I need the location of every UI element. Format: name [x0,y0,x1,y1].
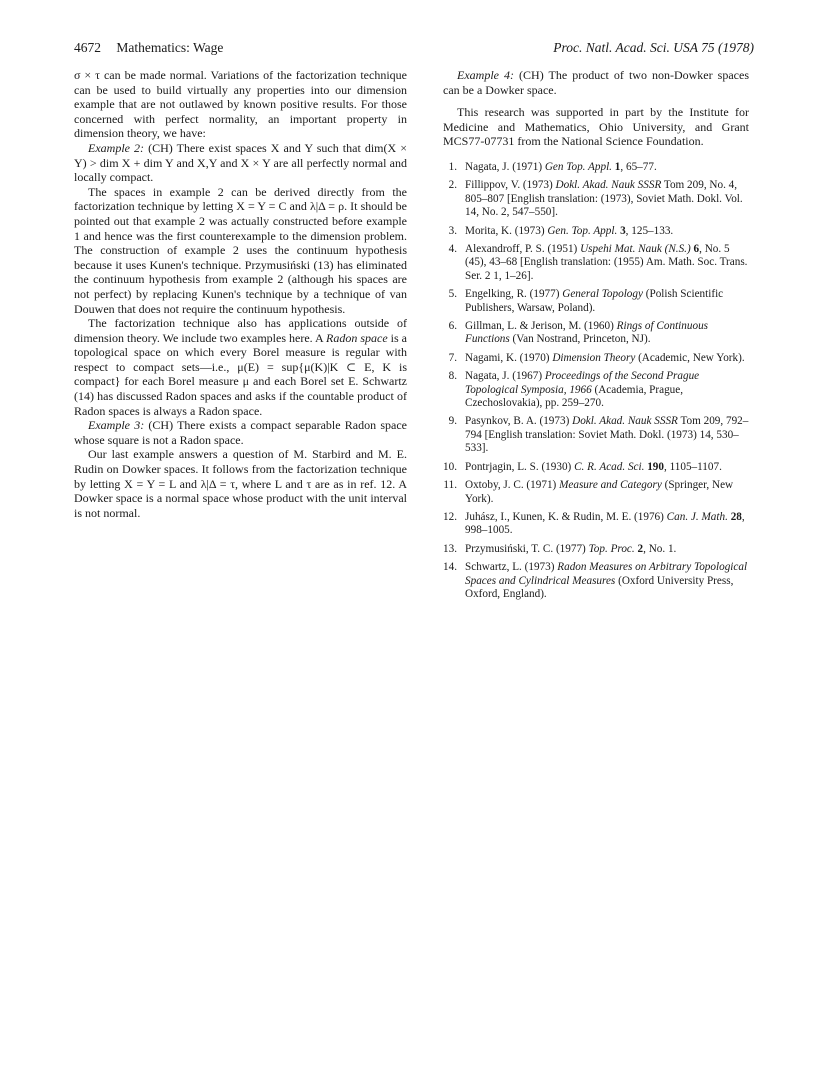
reference-item [443,288,749,315]
journal-citation: Proc. Natl. Acad. Sci. USA 75 (1978) [553,40,754,55]
reference-list [443,161,749,601]
reference-number: 13 . [443,543,457,556]
radon-space-term: Radon space [326,330,388,345]
reference-authors: Morita, K. (1973) [465,224,548,237]
reference-source: Uspehi Mat. Nauk (N.S.) [580,243,691,255]
paragraph-example-2-discussion: The spaces in example 2 can be derived directly from the factorization technique by letting X = Y = C and λ|Δ = ρ. It should be pointed out that example 2 was actually constructed before example 1 and hence was the first counterexample to the dimension problem. The construction of example 2 uses the continuum hypothesis because it uses Kunen's technique. Przymusiński (13) has eliminated the continuum hypothesis from example 2 (although his spaces are not perfect) by replacing Kunen's technique by a technique of van Douwen that does not require the continuum hypothesis. [74,184,407,316]
reference-source: Top. Proc. [588,542,635,555]
reference-source: Proceedings of the Second Prague Topological Symposia, 1966 [465,370,700,396]
reference-source: Dimension Theory [552,351,636,364]
reference-number: 4 . [443,243,457,256]
reference-item [443,511,749,538]
example-2 [74,141,407,185]
reference-volume: 3 [617,224,626,237]
example-4-label: Example 4: [457,68,515,82]
reference-number: 6 . [443,320,457,333]
reference-volume: 6 [690,243,700,255]
reference-volume: 28 [727,510,742,523]
reference-number: 5 . [443,288,457,301]
example-3-text: (CH) There exists a compact separable Radon space whose square is not a Radon space. [74,418,407,447]
reference-number: 9 . [443,415,457,428]
reference-details: , 65–77. [620,160,657,173]
reference-number: 8 . [443,370,457,383]
reference-source: Can. J. Math. [666,510,728,523]
reference-details: , 998–1005. [465,510,745,537]
header-left [74,40,223,56]
page-number: 4672 [74,40,101,55]
reference-item [443,479,749,506]
reference-item [443,461,749,474]
reference-authors: Fillippov, V. (1973) [465,179,556,192]
reference-details: , No. 1. [643,542,677,555]
reference-source: General Topology [562,288,643,301]
radon-text-b: is a topological space on which every Borel measure is regular with respect to compact sets—i.e., μ(E) = sup{μ(K)|K ⊂ E, K is compact} for each Borel measure μ and each Borel set E. Schwartz (14) has discussed Radon spaces and asks if the countable product of Radon spaces is always a Radon space. [74,330,407,418]
acknowledgment: This research was supported in part by the Institute for Medicine and Mathematics, Ohio University, and Grant MCS77-07731 from the National Science Foundation. [443,105,749,149]
reference-number: 2 . [443,179,457,192]
reference-authors: Nagata, J. (1971) [465,160,545,173]
reference-item [443,225,749,238]
reference-source: Dokl. Akad. Nauk SSSR [572,415,678,428]
reference-source: Rings of Continuous Functions [465,320,709,346]
reference-item [443,320,749,347]
reference-details: (Springer, New York). [465,479,734,505]
reference-authors: Engelking, R. (1977) [465,288,563,301]
reference-authors: Oxtoby, J. C. (1971) [465,479,560,492]
page-header [74,40,754,60]
example-3 [74,418,407,447]
reference-item [443,161,749,174]
reference-details: (Van Nostrand, Princeton, NJ). [509,333,651,346]
radon-text-a: The factorization technique also has applications outside of dimension theory. We include two examples here. A [74,316,407,345]
reference-number: 1 . [443,161,457,174]
example-4 [443,68,749,97]
reference-volume: 1 [611,160,621,173]
reference-item [443,543,749,556]
section-title: Mathematics: Wage [116,40,224,55]
reference-number: 14 . [443,561,457,574]
left-column [74,68,407,520]
reference-details: (Academia, Prague, Czechoslovakia), pp. 259–270. [465,383,684,410]
reference-number: 7 . [443,352,457,365]
reference-details: (Oxford University Press, Oxford, England). [465,574,734,600]
paragraph-dowker: Our last example answers a question of M. Starbird and M. E. Rudin on Dowker spaces. It follows from the factorization technique by letting X = Y = L and λ|Δ = τ, where L and τ are as in ref. 12. A Dowker space is a normal space whose product with the unit interval is not normal. [74,447,407,520]
reference-details: (Academic, New York). [635,351,745,364]
example-2-text: (CH) There exist spaces X and Y such that dim(X × Y) > dim X + dim Y and X,Y and X × Y are all perfectly normal and locally compact. [74,140,407,185]
paragraph-intro: σ × τ can be made normal. Variations of the factorization technique can be used to build virtually any properties into our dimension example that are not outlawed by known positive results. For those concerned with perfect normality, an important property in dimension theory, we have: [74,68,407,141]
reference-authors: Juhász, I., Kunen, K. & Rudin, M. E. (1976) [465,510,667,523]
reference-details: , 125–133. [625,224,674,237]
reference-item [443,352,749,365]
reference-details: , No. 5 (45), 43–68 [English translation: (1955) Am. Math. Soc. Trans. Ser. 2 1, 1–26]. [465,243,748,282]
reference-number: 3 . [443,225,457,238]
reference-source: Measure and Category [559,479,662,492]
paragraph-radon-space [74,316,407,418]
reference-source: Gen. Top. Appl. [547,224,618,237]
reference-item [443,415,749,455]
reference-number: 12 . [443,511,457,524]
reference-authors: Nagata, J. (1967) [465,370,545,383]
reference-source: Radon Measures on Arbitrary Topological Spaces and Cylindrical Measures [465,561,748,587]
example-4-text: (CH) The product of two non-Dowker spaces can be a Dowker space. [443,68,749,97]
reference-authors: Schwartz, L. (1973) [465,561,558,574]
reference-authors: Alexandroff, P. S. (1951) [465,243,581,255]
reference-details: (Polish Scientific Publishers, Warsaw, Poland). [465,288,724,314]
reference-item [443,179,749,219]
reference-authors: Nagami, K. (1970) [465,351,553,364]
right-column [443,68,749,606]
reference-item [443,370,749,410]
reference-authors: Przymusiński, T. C. (1977) [465,542,589,555]
reference-volume: 2 [634,542,644,555]
reference-authors: Gillman, L. & Jerison, M. (1960) [465,320,617,333]
reference-number: 10 . [443,461,457,474]
reference-authors: Pasynkov, B. A. (1973) [465,415,573,428]
reference-source: Dokl. Akad. Nauk SSSR [555,179,662,192]
reference-volume: 190 [644,460,664,473]
reference-source: Gen Top. Appl. [544,160,612,173]
reference-details: Tom 209, No. 4, 805–807 [English translation: (1973), Soviet Math. Dokl. Vol. 14, No. 2, 547–550]. [465,179,743,219]
reference-source: C. R. Acad. Sci. [574,460,645,473]
reference-authors: Pontrjagin, L. S. (1930) [465,460,575,473]
reference-item [443,561,749,601]
reference-number: 11 . [443,479,457,492]
reference-details: , 1105–1107. [663,460,722,473]
reference-item [443,243,749,283]
example-2-label: Example 2: [88,140,145,155]
example-3-label: Example 3: [88,418,145,433]
reference-details: Tom 209, 792–794 [English translation: Soviet Math. Dokl. (1973) 14, 530–533]. [465,415,749,455]
